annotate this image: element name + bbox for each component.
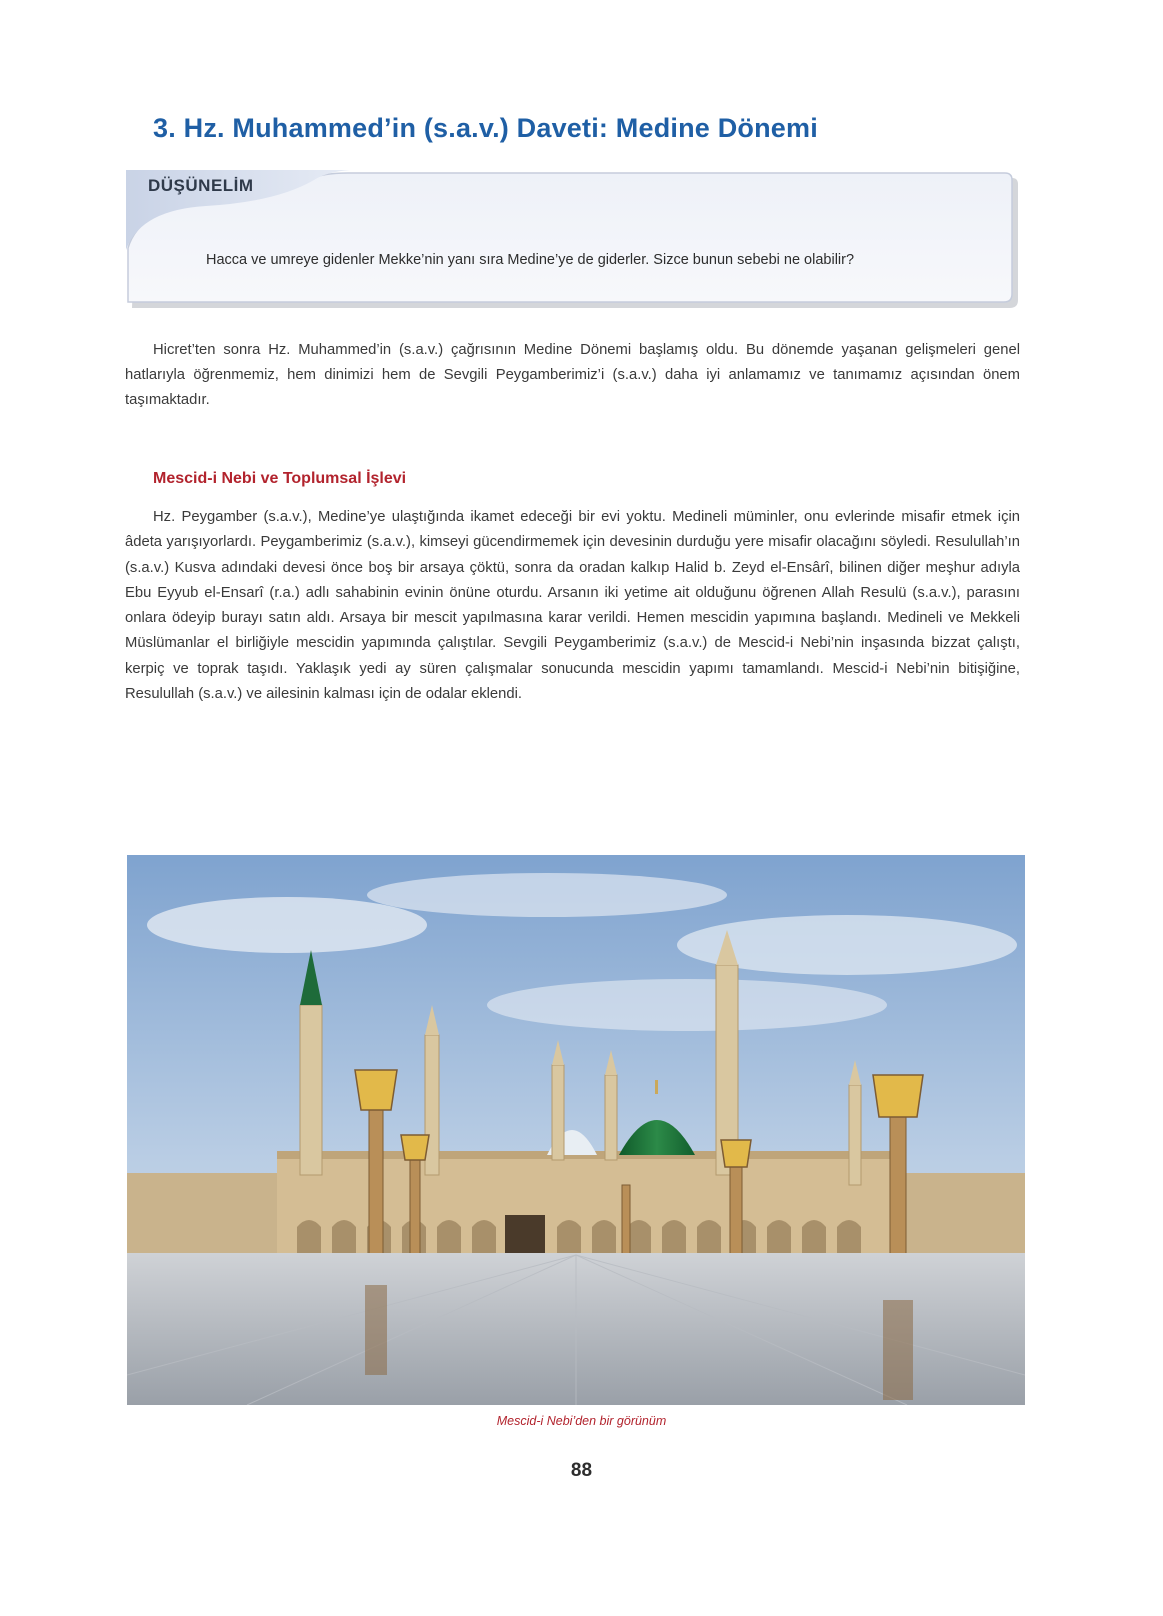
- think-box-frame: [126, 170, 1026, 315]
- subsection-heading: Mescid-i Nebi ve Toplumsal İşlevi: [153, 470, 407, 487]
- mosque-illustration: [127, 855, 1025, 1405]
- intro-paragraph: Hicret’ten sonra Hz. Muhammed’in (s.a.v.) çağrısının Medine Dönemi başlamış oldu. Bu dönemde yaşanan gelişmeleri genel hatlarıyla öğrenmemiz, hem dinimizi hem de Sevgili Peygamberimiz’i (s.a.v.) daha iyi anlamamız ve tanımamız açısından önem taşımaktadır.: [125, 342, 1020, 408]
- section-title: 3. Hz. Muhammed’in (s.a.v.) Daveti: Medine Dönemi: [153, 113, 818, 143]
- figure-caption: Mescid-i Nebi’den bir görünüm: [496, 1414, 667, 1428]
- page-number: 88: [570, 1460, 593, 1481]
- think-box: [126, 170, 1026, 315]
- mosque-photo: [127, 855, 1025, 1405]
- think-box-question: Hacca ve umreye gidenler Mekke’nin yanı sıra Medine’ye de giderler. Sizce bunun sebebi ne olabilir?: [206, 252, 855, 268]
- think-box-label: DÜŞÜNELİM: [148, 176, 254, 195]
- subsection-paragraph: Hz. Peygamber (s.a.v.), Medine’ye ulaştığında ikamet edeceği bir evi yoktu. Medineli müminler, onu evlerinde misafir etmek için âdeta yarışıyorlardı. Peygamberimiz (s.a.v.), kimseyi gücendirmemek için devesinin durduğu yere misafir olacağını söyledi. Resulullah’ın (s.a.v.) Kusva adındaki devesi önce boş bir arsaya çöktü, sonra da oradan kalkıp Halid b. Zeyd el-Ensârî, bilinen diğer meşhur adıyla Ebu Eyyub el-Ensarî (r.a.) adlı sahabinin evinin önüne oturdu. Arsanın iki yetime ait olduğunu öğrenen Allah Resulü (s.a.v.), parasını onlara ödeyip burayı satın aldı. Arsaya bir mescit yapılmasına karar verildi. Hemen mescidin yapımına başlandı. Medineli ve Mekkeli Müslümanlar el birliğiyle mescidin yapımında çalıştılar. Sevgili Peygamberimiz (s.a.v.) de Mescid-i Nebi’nin inşasında bizzat çalıştı, kerpiç ve toprak taşıdı. Yaklaşık yedi ay süren çalışmalar sonucunda mescidin yapımı tamamlandı. Mescid-i Nebi’nin bitişiğine, Resulullah (s.a.v.) ve ailesinin kalması için de odalar eklendi.: [125, 509, 1020, 703]
